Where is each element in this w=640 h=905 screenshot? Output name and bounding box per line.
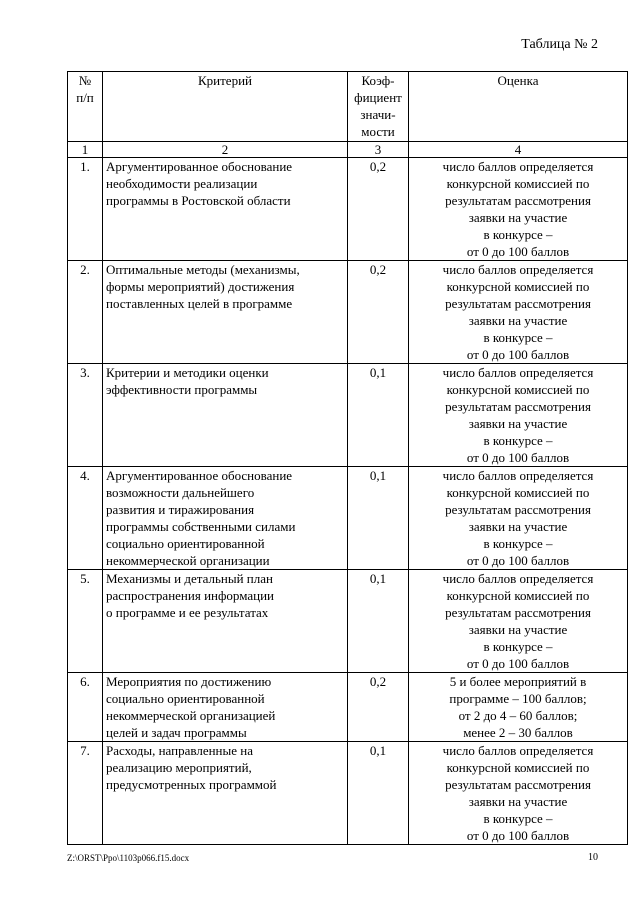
evaluation-cell	[409, 742, 628, 845]
criterion-line: развития и тиражирования	[106, 502, 255, 517]
evaluation-cell	[409, 158, 628, 261]
table-caption: Таблица № 2	[521, 37, 598, 52]
row-number: 2.	[68, 261, 103, 364]
criterion-line: некоммерческой организации	[106, 553, 270, 568]
evaluation-line: результатам рассмотрения	[445, 605, 591, 620]
criterion-line: социально ориентированной	[106, 536, 265, 551]
table-row	[68, 158, 628, 261]
coefficient-cell: 0,1	[348, 742, 409, 845]
criterion-line: Оптимальные методы (механизмы,	[106, 262, 300, 277]
evaluation-line: число баллов определяется	[442, 262, 594, 277]
coefficient-cell: 0,1	[348, 467, 409, 570]
column-index: 4	[409, 142, 628, 158]
header-num-line: п/п	[76, 90, 94, 105]
criterion-cell	[103, 570, 348, 673]
evaluation-line: менее 2 – 30 баллов	[463, 725, 573, 740]
table-row	[68, 467, 628, 570]
evaluation-line: заявки на участие	[468, 210, 568, 225]
header-coef-line: фициент	[354, 90, 402, 105]
criterion-line: Критерии и методики оценки	[106, 365, 269, 380]
evaluation-line: заявки на участие	[468, 794, 568, 809]
coefficient-cell: 0,1	[348, 364, 409, 467]
evaluation-line: заявки на участие	[468, 416, 568, 431]
evaluation-line: число баллов определяется	[442, 468, 594, 483]
footer-file-path: Z:\ORST\Ppo\1103p066.f15.docx	[67, 853, 190, 863]
coefficient-cell: 0,2	[348, 261, 409, 364]
evaluation-line: число баллов определяется	[442, 571, 594, 586]
evaluation-line: конкурсной комиссией по	[446, 760, 590, 775]
evaluation-line: число баллов определяется	[442, 365, 594, 380]
header-num	[68, 72, 103, 142]
evaluation-line: заявки на участие	[468, 313, 568, 328]
evaluation-line: конкурсной комиссией по	[446, 485, 590, 500]
criterion-line: реализацию мероприятий,	[106, 760, 252, 775]
criterion-line: предусмотренных программой	[106, 777, 277, 792]
evaluation-line: в конкурсе –	[483, 227, 553, 242]
header-eval-line: Оценка	[497, 73, 539, 88]
row-number: 3.	[68, 364, 103, 467]
evaluation-line: программе – 100 баллов;	[449, 691, 587, 706]
criterion-cell	[103, 364, 348, 467]
coefficient-cell: 0,2	[348, 673, 409, 742]
header-coefficient	[348, 72, 409, 142]
column-index-row	[68, 142, 628, 158]
evaluation-line: конкурсной комиссией по	[446, 588, 590, 603]
table-row	[68, 673, 628, 742]
evaluation-line: в конкурсе –	[483, 330, 553, 345]
criterion-line: эффективности программы	[106, 382, 258, 397]
row-number: 6.	[68, 673, 103, 742]
evaluation-line: в конкурсе –	[483, 536, 553, 551]
coefficient-cell: 0,1	[348, 570, 409, 673]
table-row	[68, 364, 628, 467]
criterion-line: программы в Ростовской области	[106, 193, 291, 208]
header-coef-line: значи-	[360, 107, 396, 122]
evaluation-line: результатам рассмотрения	[445, 296, 591, 311]
criterion-line: Аргументированное обоснование	[106, 159, 293, 174]
column-index: 2	[103, 142, 348, 158]
evaluation-line: от 0 до 100 баллов	[466, 450, 570, 465]
criterion-line: необходимости реализации	[106, 176, 258, 191]
evaluation-line: в конкурсе –	[483, 639, 553, 654]
criterion-line: Аргументированное обоснование	[106, 468, 293, 483]
evaluation-line: результатам рассмотрения	[445, 399, 591, 414]
evaluation-line: конкурсной комиссией по	[446, 279, 590, 294]
evaluation-cell	[409, 261, 628, 364]
evaluation-line: от 0 до 100 баллов	[466, 828, 570, 843]
evaluation-cell	[409, 467, 628, 570]
coefficient-cell: 0,2	[348, 158, 409, 261]
table-row	[68, 261, 628, 364]
evaluation-line: в конкурсе –	[483, 433, 553, 448]
criterion-line: социально ориентированной	[106, 691, 265, 706]
criterion-line: целей и задач программы	[106, 725, 247, 740]
header-coef-line: Коэф-	[361, 73, 395, 88]
column-index: 1	[68, 142, 103, 158]
criterion-cell	[103, 158, 348, 261]
header-criterion	[103, 72, 348, 142]
criterion-line: Механизмы и детальный план	[106, 571, 273, 586]
evaluation-line: в конкурсе –	[483, 811, 553, 826]
evaluation-line: заявки на участие	[468, 622, 568, 637]
criterion-line: поставленных целей в программе	[106, 296, 293, 311]
criterion-line: Расходы, направленные на	[106, 743, 253, 758]
evaluation-line: от 0 до 100 баллов	[466, 244, 570, 259]
evaluation-line: результатам рассмотрения	[445, 502, 591, 517]
header-coef-line: мости	[361, 124, 395, 139]
criterion-cell	[103, 742, 348, 845]
criterion-cell	[103, 673, 348, 742]
header-num-line: №	[78, 73, 92, 88]
evaluation-line: конкурсной комиссией по	[446, 382, 590, 397]
criterion-line: распространения информации	[106, 588, 274, 603]
row-number: 1.	[68, 158, 103, 261]
evaluation-line: результатам рассмотрения	[445, 193, 591, 208]
criterion-line: о программе и ее результатах	[106, 605, 269, 620]
evaluation-line: конкурсной комиссией по	[446, 176, 590, 191]
criterion-line: программы собственными силами	[106, 519, 296, 534]
evaluation-line: 5 и более мероприятий в	[449, 674, 587, 689]
column-index: 3	[348, 142, 409, 158]
evaluation-cell	[409, 364, 628, 467]
evaluation-line: от 0 до 100 баллов	[466, 656, 570, 671]
criteria-table	[67, 71, 628, 845]
evaluation-line: от 0 до 100 баллов	[466, 347, 570, 362]
criterion-line: формы мероприятий) достижения	[106, 279, 295, 294]
header-criterion-line: Критерий	[198, 73, 252, 88]
table-header-row	[68, 72, 628, 142]
criterion-line: возможности дальнейшего	[106, 485, 255, 500]
criterion-cell	[103, 467, 348, 570]
evaluation-cell	[409, 570, 628, 673]
evaluation-line: результатам рассмотрения	[445, 777, 591, 792]
evaluation-line: число баллов определяется	[442, 159, 594, 174]
criterion-cell	[103, 261, 348, 364]
table-row	[68, 742, 628, 845]
row-number: 7.	[68, 742, 103, 845]
criterion-line: некоммерческой организацией	[106, 708, 276, 723]
footer-page-number: 10	[588, 852, 598, 863]
evaluation-cell	[409, 673, 628, 742]
evaluation-line: число баллов определяется	[442, 743, 594, 758]
evaluation-line: от 0 до 100 баллов	[466, 553, 570, 568]
row-number: 4.	[68, 467, 103, 570]
table-row	[68, 570, 628, 673]
row-number: 5.	[68, 570, 103, 673]
criterion-line: Мероприятия по достижению	[106, 674, 272, 689]
evaluation-line: от 2 до 4 – 60 баллов;	[458, 708, 578, 723]
evaluation-line: заявки на участие	[468, 519, 568, 534]
header-evaluation	[409, 72, 628, 142]
